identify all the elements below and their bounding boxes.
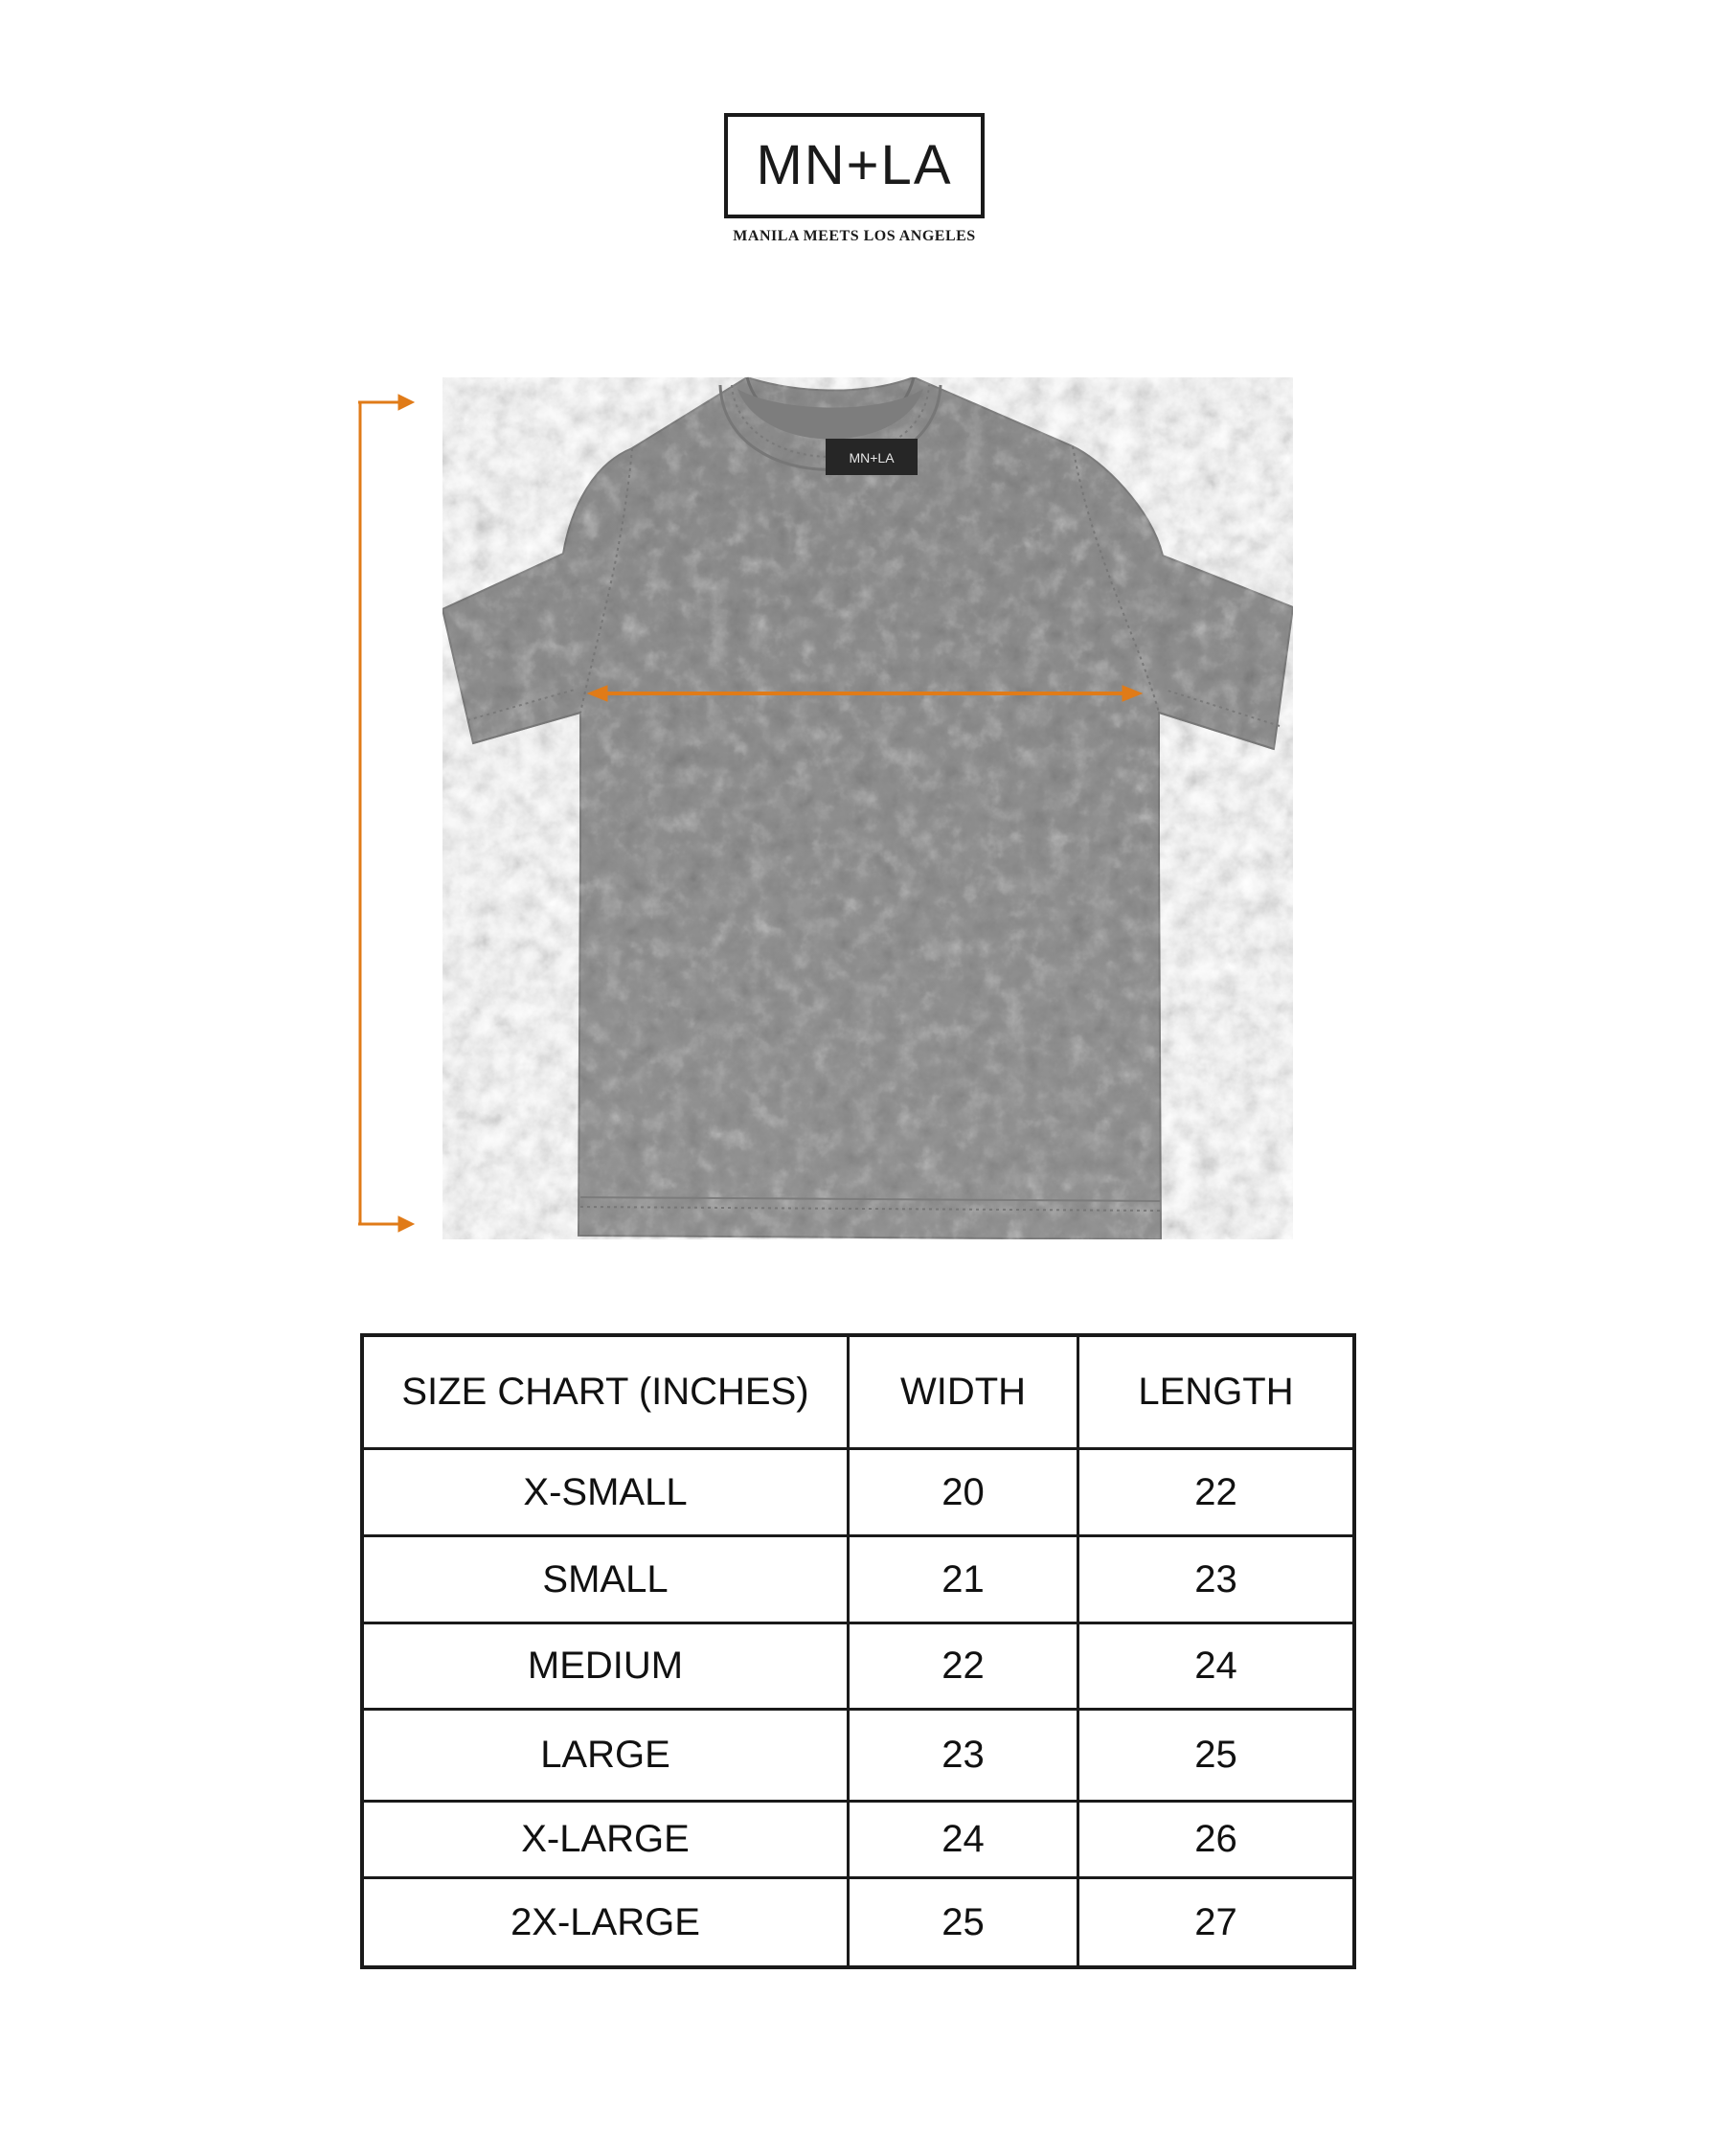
size-chart-table xyxy=(360,1333,1356,1969)
table-row xyxy=(364,1711,1352,1803)
header-size: SIZE CHART (INCHES) xyxy=(401,1371,809,1413)
tshirt-body xyxy=(442,377,1293,1239)
header-length: LENGTH xyxy=(1077,1337,1352,1447)
neck-label-text: MN+LA xyxy=(849,450,895,465)
table-row xyxy=(364,1803,1352,1879)
length-cell: 27 xyxy=(1077,1879,1352,1965)
length-cell: 22 xyxy=(1077,1450,1352,1534)
size-cell: 2X-LARGE xyxy=(510,1900,700,1943)
width-cell: 20 xyxy=(847,1450,1077,1534)
size-cell: X-LARGE xyxy=(521,1818,690,1860)
width-cell: 25 xyxy=(847,1879,1077,1965)
tshirt-diagram xyxy=(345,364,1379,1245)
table-row xyxy=(364,1450,1352,1537)
table-header-row xyxy=(364,1337,1352,1450)
size-cell: X-SMALL xyxy=(523,1470,688,1513)
brand-tagline: MANILA MEETS LOS ANGELES xyxy=(733,228,976,244)
size-cell: SMALL xyxy=(542,1557,669,1600)
length-cell: 26 xyxy=(1077,1803,1352,1876)
brand-logo-text: MN+LA xyxy=(756,134,953,196)
table-row xyxy=(364,1879,1352,1965)
width-cell: 21 xyxy=(847,1537,1077,1622)
length-cell: 25 xyxy=(1077,1711,1352,1800)
width-cell: 23 xyxy=(847,1711,1077,1800)
header-width: WIDTH xyxy=(847,1337,1077,1447)
length-cell: 24 xyxy=(1077,1624,1352,1708)
length-measure-arrow xyxy=(358,395,414,1232)
length-cell: 23 xyxy=(1077,1537,1352,1622)
size-cell: MEDIUM xyxy=(527,1645,684,1687)
table-row xyxy=(364,1624,1352,1711)
width-cell: 24 xyxy=(847,1803,1077,1876)
width-cell: 22 xyxy=(847,1624,1077,1708)
size-cell: LARGE xyxy=(540,1734,670,1776)
brand-logo xyxy=(724,113,985,218)
table-row xyxy=(364,1537,1352,1624)
